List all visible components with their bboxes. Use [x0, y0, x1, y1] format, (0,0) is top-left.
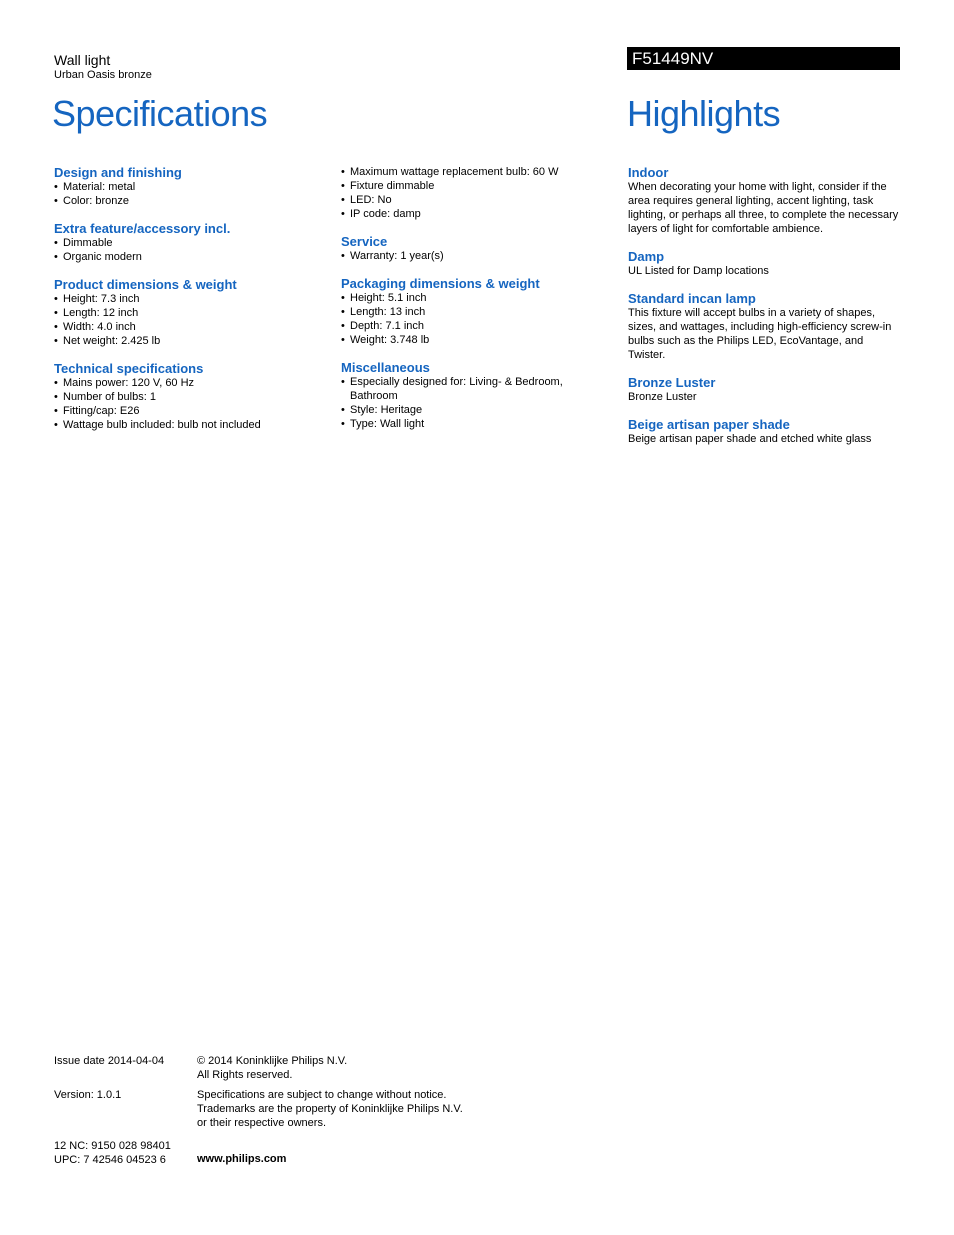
highlight-lamp-title: Standard incan lamp [628, 291, 756, 306]
list-item: • Organic modern [54, 250, 324, 264]
list-item: • Width: 4.0 inch [54, 320, 324, 334]
highlight-damp-text: UL Listed for Damp locations [628, 265, 769, 277]
list-item: • Wattage bulb included: bulb not included [54, 418, 324, 432]
highlights-column [628, 165, 900, 446]
list-item: • Warranty: 1 year(s) [341, 249, 611, 263]
highlights-title: Highlights [627, 93, 781, 134]
highlight-bronze-text: Bronze Luster [628, 391, 697, 403]
product-name: Wall light [54, 52, 111, 68]
upc-number: UPC: 7 42546 04523 6 [54, 1154, 166, 1166]
notice-line-3: or their respective owners. [197, 1117, 326, 1129]
website-link[interactable]: www.philips.com [197, 1153, 287, 1165]
list-item: • Mains power: 120 V, 60 Hz [54, 376, 324, 390]
list-item: • Fitting/cap: E26 [54, 404, 324, 418]
section-packaging-title: Packaging dimensions & weight [341, 276, 540, 291]
list-item: • Number of bulbs: 1 [54, 390, 324, 404]
list-item: • Maximum wattage replacement bulb: 60 W [341, 165, 611, 179]
product-subtitle: Urban Oasis bronze [54, 69, 152, 81]
list-item: • Fixture dimmable [341, 179, 611, 193]
list-item: • LED: No [341, 193, 611, 207]
list-item: • Net weight: 2.425 lb [54, 334, 324, 348]
section-technical-list [54, 376, 324, 432]
list-item: • Material: metal [54, 180, 324, 194]
highlight-shade-text: Beige artisan paper shade and etched white glass [628, 433, 872, 445]
highlight-shade-title: Beige artisan paper shade [628, 417, 790, 432]
list-item: • Type: Wall light [341, 417, 581, 431]
section-extra-list [54, 236, 324, 264]
copyright-line-1: © 2014 Koninklijke Philips N.V. [197, 1055, 348, 1067]
list-item: • Weight: 3.748 lb [341, 333, 611, 347]
highlight-indoor-title: Indoor [628, 165, 669, 180]
section-dimensions-title: Product dimensions & weight [54, 277, 237, 292]
specs-column-2 [341, 165, 611, 431]
section-service-list [341, 249, 611, 263]
notice-line-1: Specifications are subject to change without notice. [197, 1089, 447, 1101]
list-item: • Style: Heritage [341, 403, 581, 417]
section-technical-title: Technical specifications [54, 361, 204, 376]
list-item: • IP code: damp [341, 207, 611, 221]
section-extra-title: Extra feature/accessory incl. [54, 221, 231, 236]
section-misc-list [341, 375, 581, 431]
section-technical-cont-list [341, 165, 611, 221]
highlight-lamp-text: This fixture will accept bulbs in a variety of shapes, sizes, and wattages, including high-efficiency screw-in bulbs such as the Philips LED, EcoVantage, and Twister. [628, 307, 892, 361]
section-misc-title: Miscellaneous [341, 360, 430, 375]
issue-date: Issue date 2014-04-04 [54, 1055, 165, 1067]
model-number-bar: F51449NV [627, 47, 900, 70]
list-item: • Height: 7.3 inch [54, 292, 324, 306]
nc-number: 12 NC: 9150 028 98401 [54, 1140, 171, 1152]
highlight-indoor-text: When decorating your home with light, consider if the area requires general lighting, accent lighting, task lighting, or perhaps all three, to complete the necessary layers of light for comfortable ambience. [628, 181, 899, 235]
section-packaging-list [341, 291, 611, 347]
version: Version: 1.0.1 [54, 1089, 122, 1101]
list-item: • Color: bronze [54, 194, 324, 208]
list-item: • Dimmable [54, 236, 324, 250]
section-design-title: Design and finishing [54, 165, 182, 180]
copyright-line-2: All Rights reserved. [197, 1069, 293, 1081]
list-item: • Depth: 7.1 inch [341, 319, 611, 333]
list-item: • Length: 13 inch [341, 305, 611, 319]
list-item: • Especially designed for: Living- & Bedroom, Bathroom [341, 375, 581, 403]
section-service-title: Service [341, 234, 388, 249]
highlight-damp-title: Damp [628, 249, 665, 264]
section-dimensions-list [54, 292, 324, 348]
list-item: • Height: 5.1 inch [341, 291, 611, 305]
list-item: • Length: 12 inch [54, 306, 324, 320]
specs-column-1 [54, 165, 324, 432]
specifications-title: Specifications [52, 93, 268, 134]
section-design-list [54, 180, 324, 208]
highlight-bronze-title: Bronze Luster [628, 375, 716, 390]
notice-line-2: Trademarks are the property of Koninklijke Philips N.V. [197, 1103, 463, 1115]
